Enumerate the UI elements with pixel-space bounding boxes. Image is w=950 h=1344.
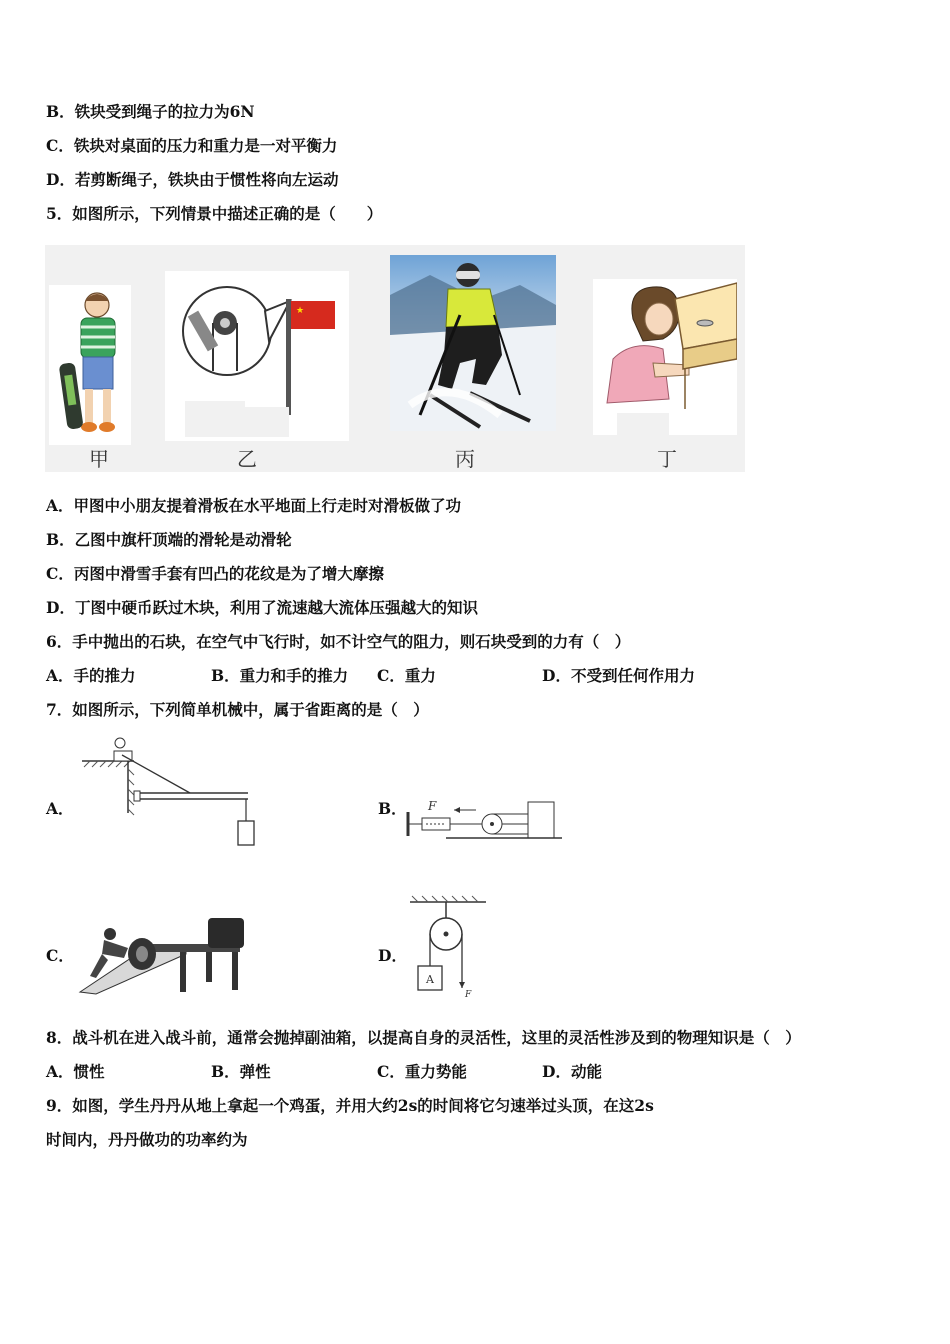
figure-label-jia: 甲	[89, 447, 109, 471]
q4-option-c[interactable]: C．铁块对桌面的压力和重力是一对平衡力	[46, 136, 338, 155]
q4-option-d[interactable]: D．若剪断绳子，铁块由于惯性将向左运动	[46, 170, 339, 189]
svg-text:★: ★	[296, 306, 305, 316]
q5-stem: 5．如图所示，下列情景中描述正确的是（ ）	[46, 204, 383, 223]
fixed-pulley-diagram	[404, 894, 492, 1000]
force-label-f: F	[428, 799, 437, 813]
q9-stem-line1: 9．如图，学生丹丹从地上拿起一个鸡蛋，并用大约2s的时间将它匀速举过头顶，在这2s	[46, 1096, 654, 1115]
q7-option-a-label[interactable]: A．	[46, 799, 74, 818]
q6-option-c[interactable]: C．重力	[377, 666, 436, 685]
box-label-a: A	[426, 973, 434, 986]
q8-option-d[interactable]: D．动能	[542, 1062, 602, 1081]
girl-blowing-coin-illustration	[593, 279, 737, 435]
q7-stem: 7．如图所示，下列简单机械中，属于省距离的是（ ）	[46, 700, 429, 719]
q5-option-b[interactable]: B．乙图中旗杆顶端的滑轮是动滑轮	[46, 530, 292, 549]
lever-bracket-diagram	[78, 733, 268, 851]
q6-option-d[interactable]: D．不受到任何作用力	[542, 666, 695, 685]
skier-photo	[390, 255, 556, 431]
q7-option-d-label[interactable]: D．	[378, 946, 407, 965]
q5-option-d[interactable]: D．丁图中硬币跃过木块，利用了流速越大流体压强越大的知识	[46, 598, 478, 617]
q5-option-a[interactable]: A．甲图中小朋友提着滑板在水平地面上行走时对滑板做了功	[46, 496, 462, 515]
q4-option-b[interactable]: B．铁块受到绳子的拉力为6N	[46, 102, 255, 121]
horizontal-pulley-spring-scale-diagram	[402, 796, 564, 846]
force-label-f-pulley: F	[465, 990, 472, 1000]
q7-option-b-label[interactable]: B．	[378, 799, 407, 818]
q8-option-a[interactable]: A．惯性	[46, 1062, 105, 1081]
q8-option-b[interactable]: B．弹性	[211, 1062, 271, 1081]
figure-label-bing: 丙	[455, 447, 475, 471]
inclined-plane-barrel-diagram	[76, 914, 248, 996]
figure-label-yi: 乙	[237, 447, 257, 471]
q6-stem: 6．手中抛出的石块，在空气中飞行时，如不计空气的阻力，则石块受到的力有（ ）	[46, 632, 631, 651]
q6-option-b[interactable]: B．重力和手的推力	[211, 666, 349, 685]
q5-figure-panel	[45, 245, 745, 472]
q7-option-c-label[interactable]: C．	[46, 946, 74, 965]
figure-label-ding: 丁	[657, 447, 677, 471]
q8-stem: 8．战斗机在进入战斗前，通常会抛掉副油箱，以提高自身的灵活性，这里的灵活性涉及到的物理知识是（ ）	[46, 1028, 801, 1047]
q6-option-a[interactable]: A．手的推力	[46, 666, 136, 685]
boy-with-skateboard-illustration	[49, 285, 131, 445]
q8-option-c[interactable]: C．重力势能	[377, 1062, 467, 1081]
flagpole-pulley-illustration	[165, 271, 349, 441]
q9-stem-line2: 时间内，丹丹做功的功率约为	[46, 1130, 248, 1149]
q5-option-c[interactable]: C．丙图中滑雪手套有凹凸的花纹是为了增大摩擦	[46, 564, 384, 583]
